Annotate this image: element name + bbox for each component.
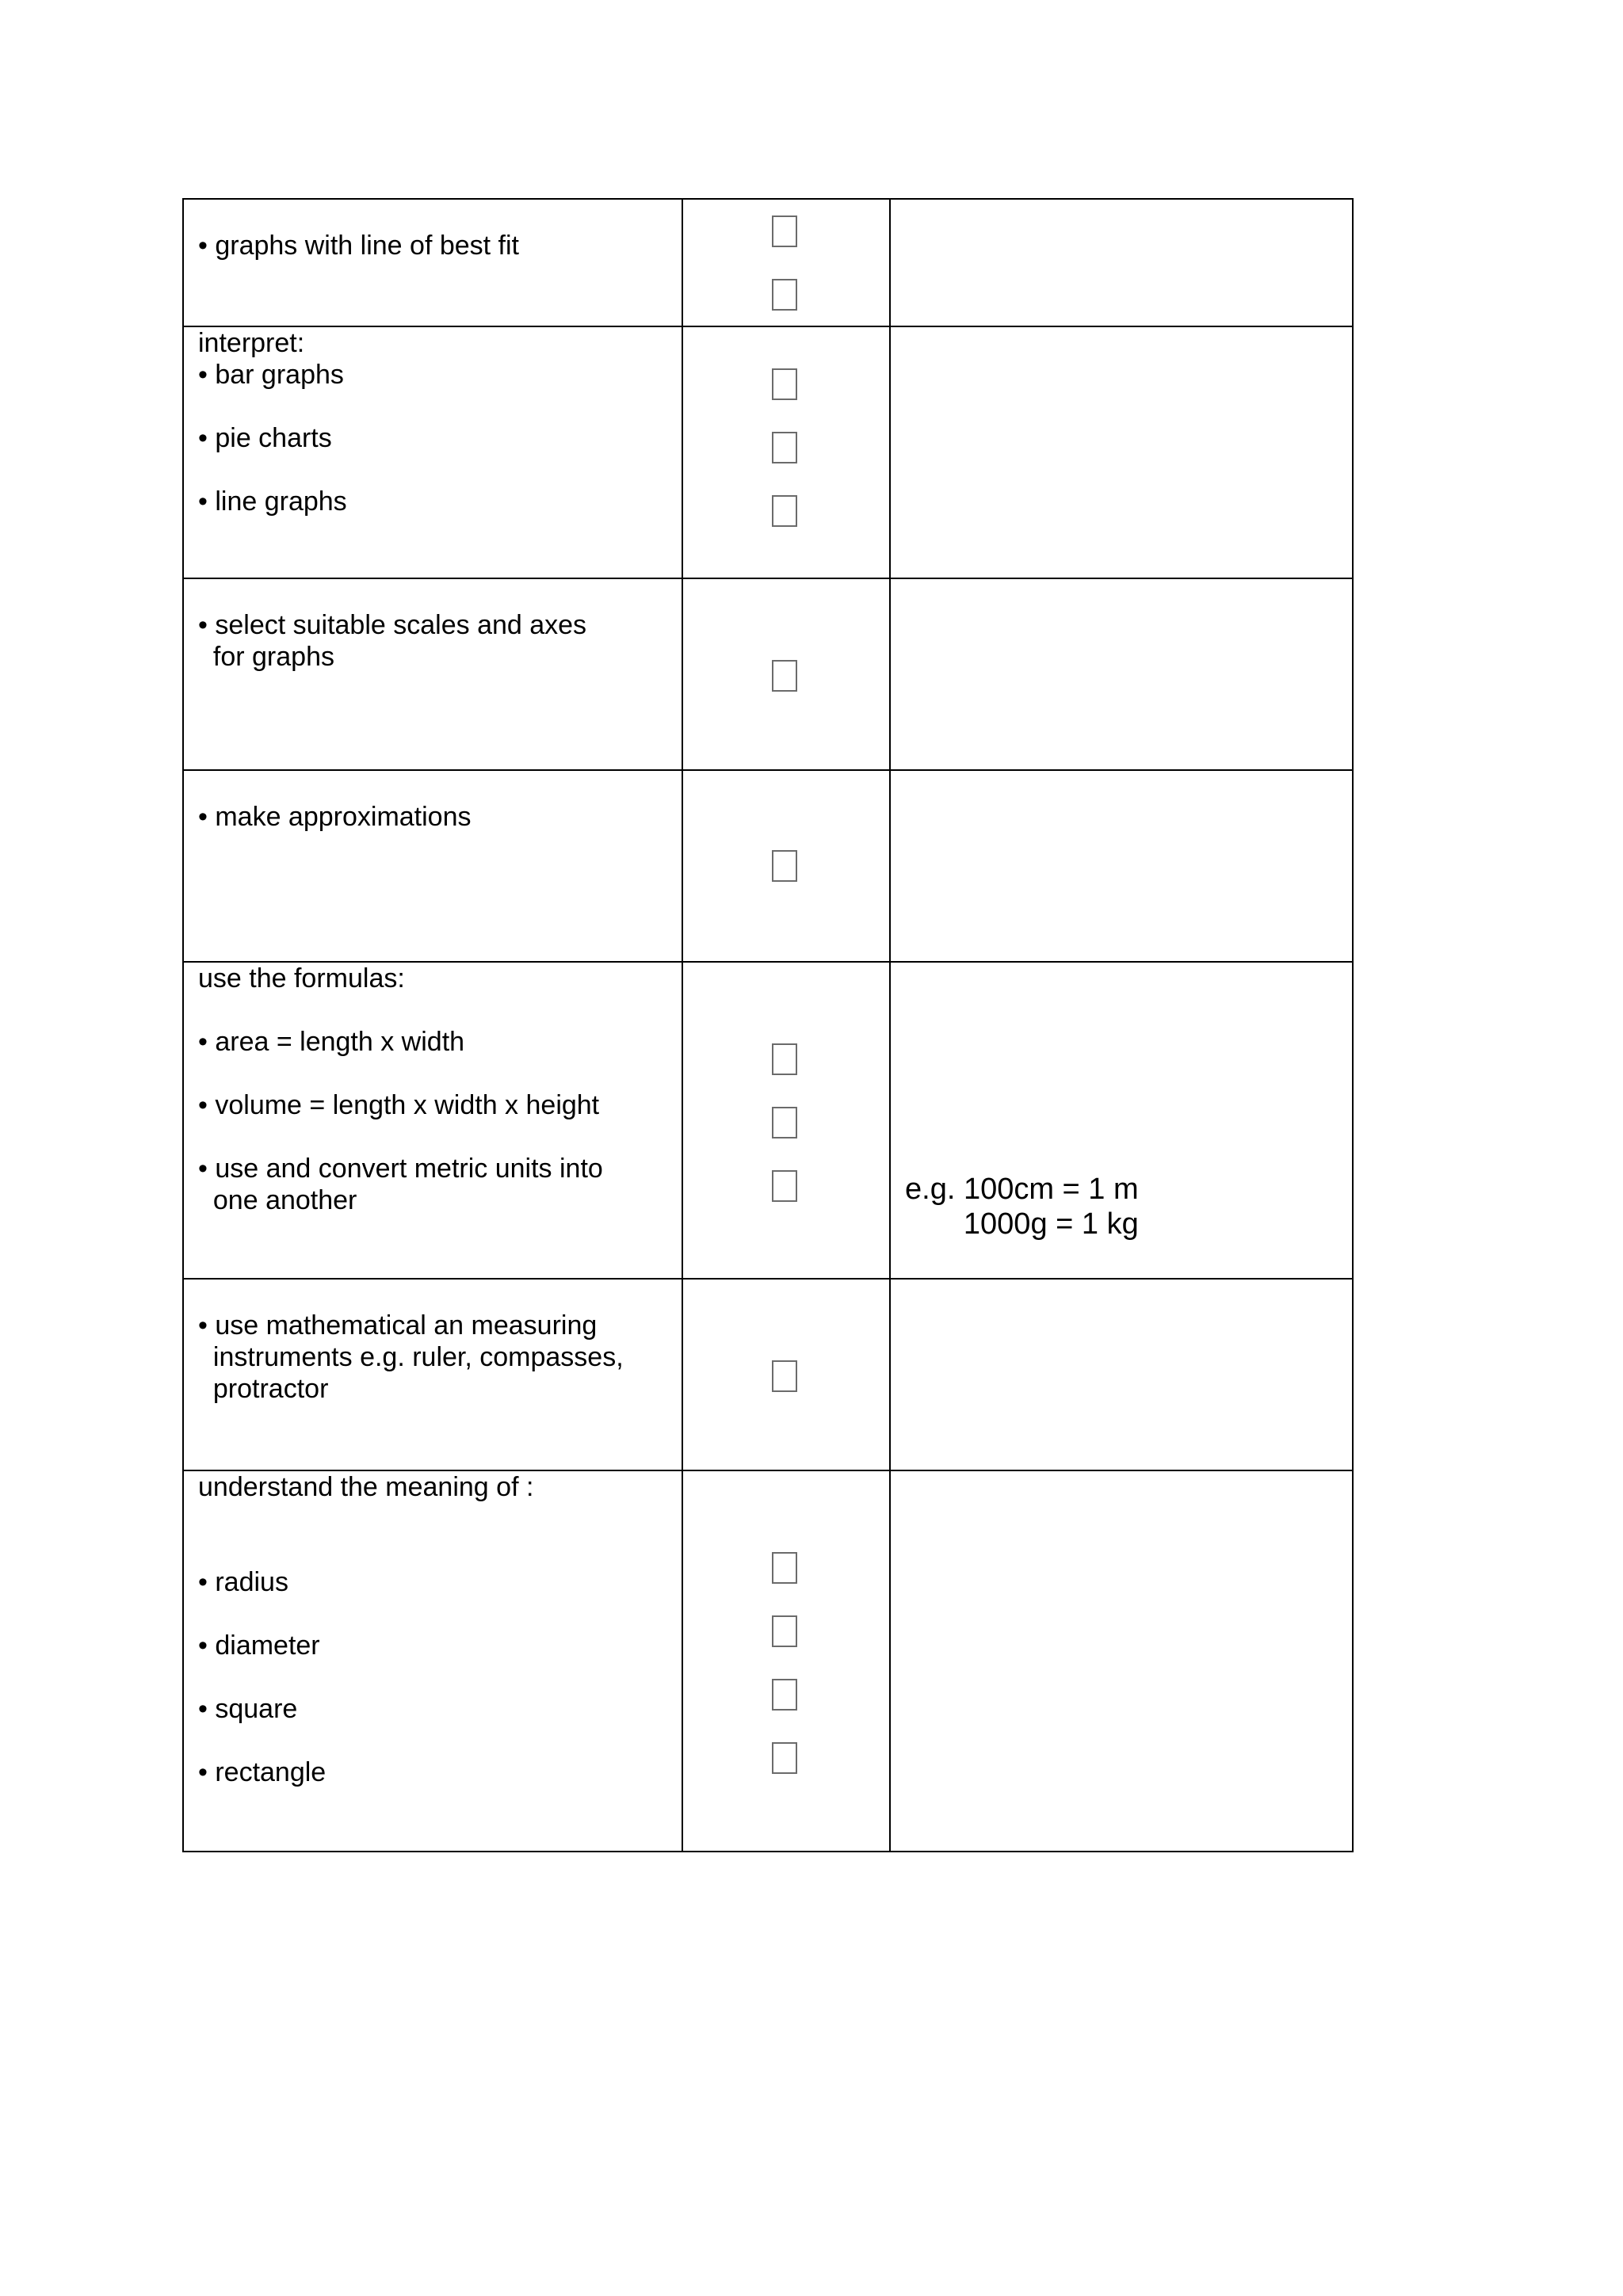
- checkbox-cell: [683, 327, 891, 578]
- topic-cell: [184, 579, 683, 769]
- topic-text: • bar graphs: [198, 360, 344, 390]
- checkbox-cell: [683, 1471, 891, 1851]
- checkbox[interactable]: [772, 495, 797, 527]
- topic-heading: interpret:: [198, 328, 305, 358]
- note-text: 1000g = 1 kg: [905, 1207, 1139, 1241]
- topic-text: • line graphs: [198, 486, 347, 517]
- notes-cell: [891, 963, 1352, 1278]
- topic-text: instruments e.g. ruler, compasses,: [198, 1342, 624, 1372]
- checkbox[interactable]: [772, 368, 797, 400]
- checklist-table: [182, 198, 1354, 1852]
- table-row: [184, 327, 1352, 579]
- topic-heading: understand the meaning of :: [198, 1472, 534, 1502]
- checkbox[interactable]: [772, 1170, 797, 1202]
- checkbox[interactable]: [772, 1679, 797, 1711]
- checkbox[interactable]: [772, 432, 797, 463]
- topic-text: • radius: [198, 1567, 288, 1597]
- topic-text: one another: [198, 1185, 357, 1215]
- topic-text: for graphs: [198, 642, 334, 672]
- topic-text: • pie charts: [198, 423, 332, 453]
- topic-text: • use mathematical an measuring: [198, 1310, 598, 1341]
- checkbox-cell: [683, 579, 891, 769]
- topic-cell: [184, 327, 683, 578]
- table-row: [184, 963, 1352, 1280]
- topic-heading: use the formulas:: [198, 963, 405, 994]
- checkbox[interactable]: [772, 1552, 797, 1584]
- topic-text: • volume = length x width x height: [198, 1090, 600, 1120]
- table-row: [184, 1471, 1352, 1851]
- topic-cell: [184, 1280, 683, 1470]
- table-row: [184, 579, 1352, 771]
- notes-cell: [891, 1471, 1352, 1851]
- table-row: [184, 771, 1352, 963]
- checkbox[interactable]: [772, 1043, 797, 1075]
- notes-cell: [891, 1280, 1352, 1470]
- checkbox[interactable]: [772, 850, 797, 882]
- checkbox[interactable]: [772, 279, 797, 311]
- topic-text: • area = length x width: [198, 1027, 465, 1057]
- checkbox[interactable]: [772, 1107, 797, 1138]
- checkbox-cell: [683, 1280, 891, 1470]
- topic-cell: [184, 200, 683, 326]
- checkbox[interactable]: [772, 215, 797, 247]
- topic-text: • make approximations: [198, 802, 472, 832]
- notes-cell: [891, 327, 1352, 578]
- checkbox[interactable]: [772, 1360, 797, 1392]
- notes-cell: [891, 200, 1352, 326]
- notes-cell: [891, 579, 1352, 769]
- note-text: e.g. 100cm = 1 m: [905, 1173, 1139, 1206]
- topic-cell: [184, 771, 683, 961]
- checkbox-cell: [683, 200, 891, 326]
- topic-text: • select suitable scales and axes: [198, 610, 587, 640]
- checkbox[interactable]: [772, 1742, 797, 1774]
- topic-text: • diameter: [198, 1630, 320, 1661]
- topic-text: protractor: [198, 1374, 329, 1404]
- checkbox-cell: [683, 963, 891, 1278]
- checkbox[interactable]: [772, 660, 797, 692]
- table-row: [184, 1280, 1352, 1471]
- notes-cell: [891, 771, 1352, 961]
- topic-cell: [184, 963, 683, 1278]
- topic-text: • use and convert metric units into: [198, 1154, 603, 1184]
- topic-text: • graphs with line of best fit: [198, 231, 519, 261]
- topic-text: • rectangle: [198, 1757, 327, 1787]
- checkbox[interactable]: [772, 1615, 797, 1647]
- table-row: [184, 200, 1352, 327]
- topic-cell: [184, 1471, 683, 1851]
- checkbox-cell: [683, 771, 891, 961]
- topic-text: • square: [198, 1694, 298, 1724]
